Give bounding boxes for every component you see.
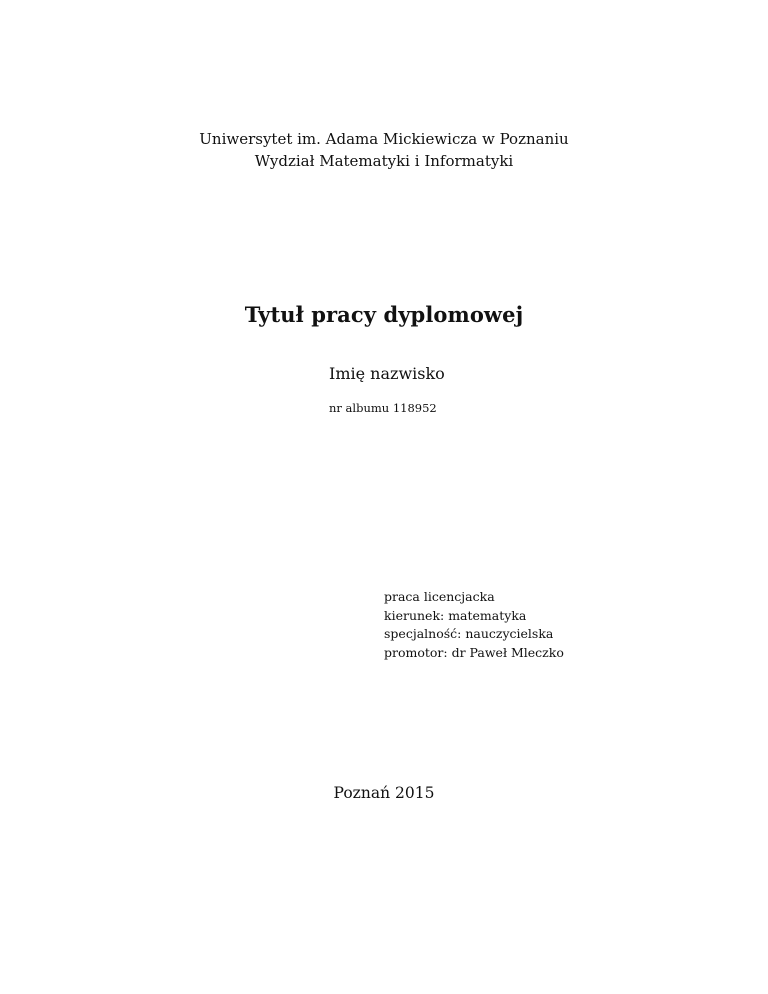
university-name: Uniwersytet im. Adama Mickiewicza w Poznaniu bbox=[199, 130, 569, 148]
field-of-study: kierunek: matematyka bbox=[384, 607, 527, 623]
place-and-year: Poznań 2015 bbox=[333, 784, 435, 802]
author-block bbox=[329, 362, 445, 416]
thesis-type: praca licencjacka bbox=[384, 589, 495, 604]
thesis-title: Tytuł pracy dyplomowej bbox=[244, 302, 524, 327]
author-name: Imię nazwisko bbox=[329, 364, 445, 383]
album-number: nr albumu 118952 bbox=[329, 401, 437, 415]
specialization: specjalność: nauczycielska bbox=[384, 626, 554, 641]
faculty-name: Wydział Matematyki i Informatyki bbox=[254, 152, 514, 170]
supervisor: promotor: dr Paweł Mleczko bbox=[384, 644, 564, 660]
thesis-details bbox=[384, 588, 564, 662]
